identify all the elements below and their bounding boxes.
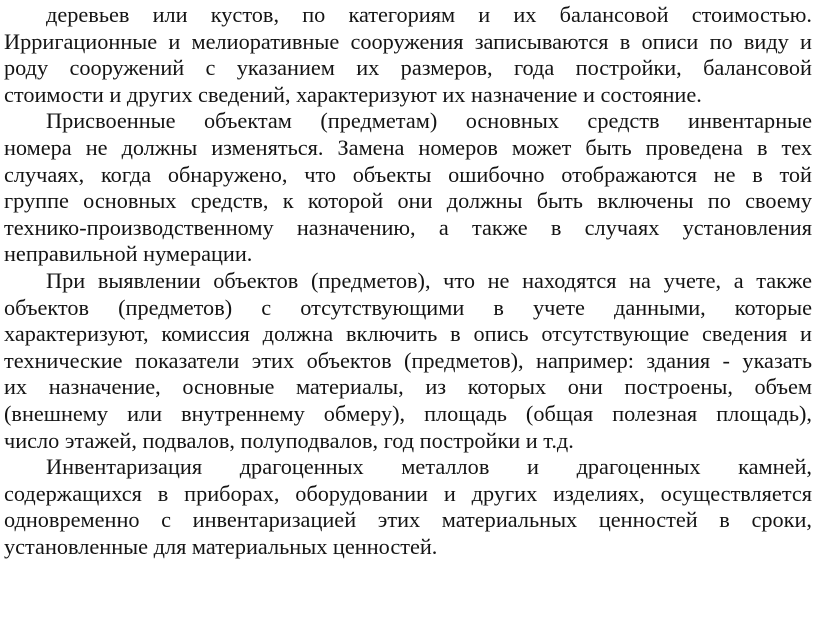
text-line: их назначение, основные материалы, из которых они построены, объем xyxy=(4,374,812,400)
text-line: случаях, когда обнаружено, что объекты ошибочно отображаются не в той xyxy=(4,161,812,187)
text-line: число этажей, подвалов, полуподвалов, год постройки и т.д. xyxy=(4,427,574,453)
text-line: объектов (предметов) с отсутствующими в учете данными, которые xyxy=(4,294,812,320)
document-page xyxy=(4,2,812,560)
paragraph xyxy=(4,108,812,268)
text-line: установленные для материальных ценностей. xyxy=(4,533,438,559)
text-line: технико-производственному назначению, а также в случаях установления xyxy=(4,214,812,240)
paragraph xyxy=(4,2,812,108)
text-line: Присвоенные объектам (предметам) основных средств инвентарные xyxy=(46,108,812,134)
text-line: группе основных средств, к которой они должны быть включены по своему xyxy=(4,188,812,214)
paragraph xyxy=(4,454,812,560)
text-line: технические показатели этих объектов (предметов), например: здания - указать xyxy=(4,347,812,373)
text-line: При выявлении объектов (предметов), что не находятся на учете, а также xyxy=(46,267,812,293)
text-line: Ирригационные и мелиоративные сооружения записываются в описи по виду и xyxy=(4,28,812,54)
text-line: (внешнему или внутреннему обмеру), площадь (общая полезная площадь), xyxy=(4,400,812,426)
text-line: номера не должны изменяться. Замена номеров может быть проведена в тех xyxy=(4,134,812,160)
paragraph xyxy=(4,268,812,454)
text-line: содержащихся в приборах, оборудовании и других изделиях, осуществляется xyxy=(4,480,812,506)
text-line: характеризуют, комиссия должна включить в опись отсутствующие сведения и xyxy=(4,321,812,347)
text-line: стоимости и других сведений, характеризуют их назначение и состояние. xyxy=(4,81,702,107)
text-line: роду сооружений с указанием их размеров, года постройки, балансовой xyxy=(4,55,812,81)
text-line: деревьев или кустов, по категориям и их балансовой стоимостью. xyxy=(46,2,812,27)
text-line: неправильной нумерации. xyxy=(4,241,253,267)
text-line: Инвентаризация драгоценных металлов и драгоценных камней, xyxy=(46,454,812,480)
text-line: одновременно с инвентаризацией этих материальных ценностей в сроки, xyxy=(4,507,812,533)
